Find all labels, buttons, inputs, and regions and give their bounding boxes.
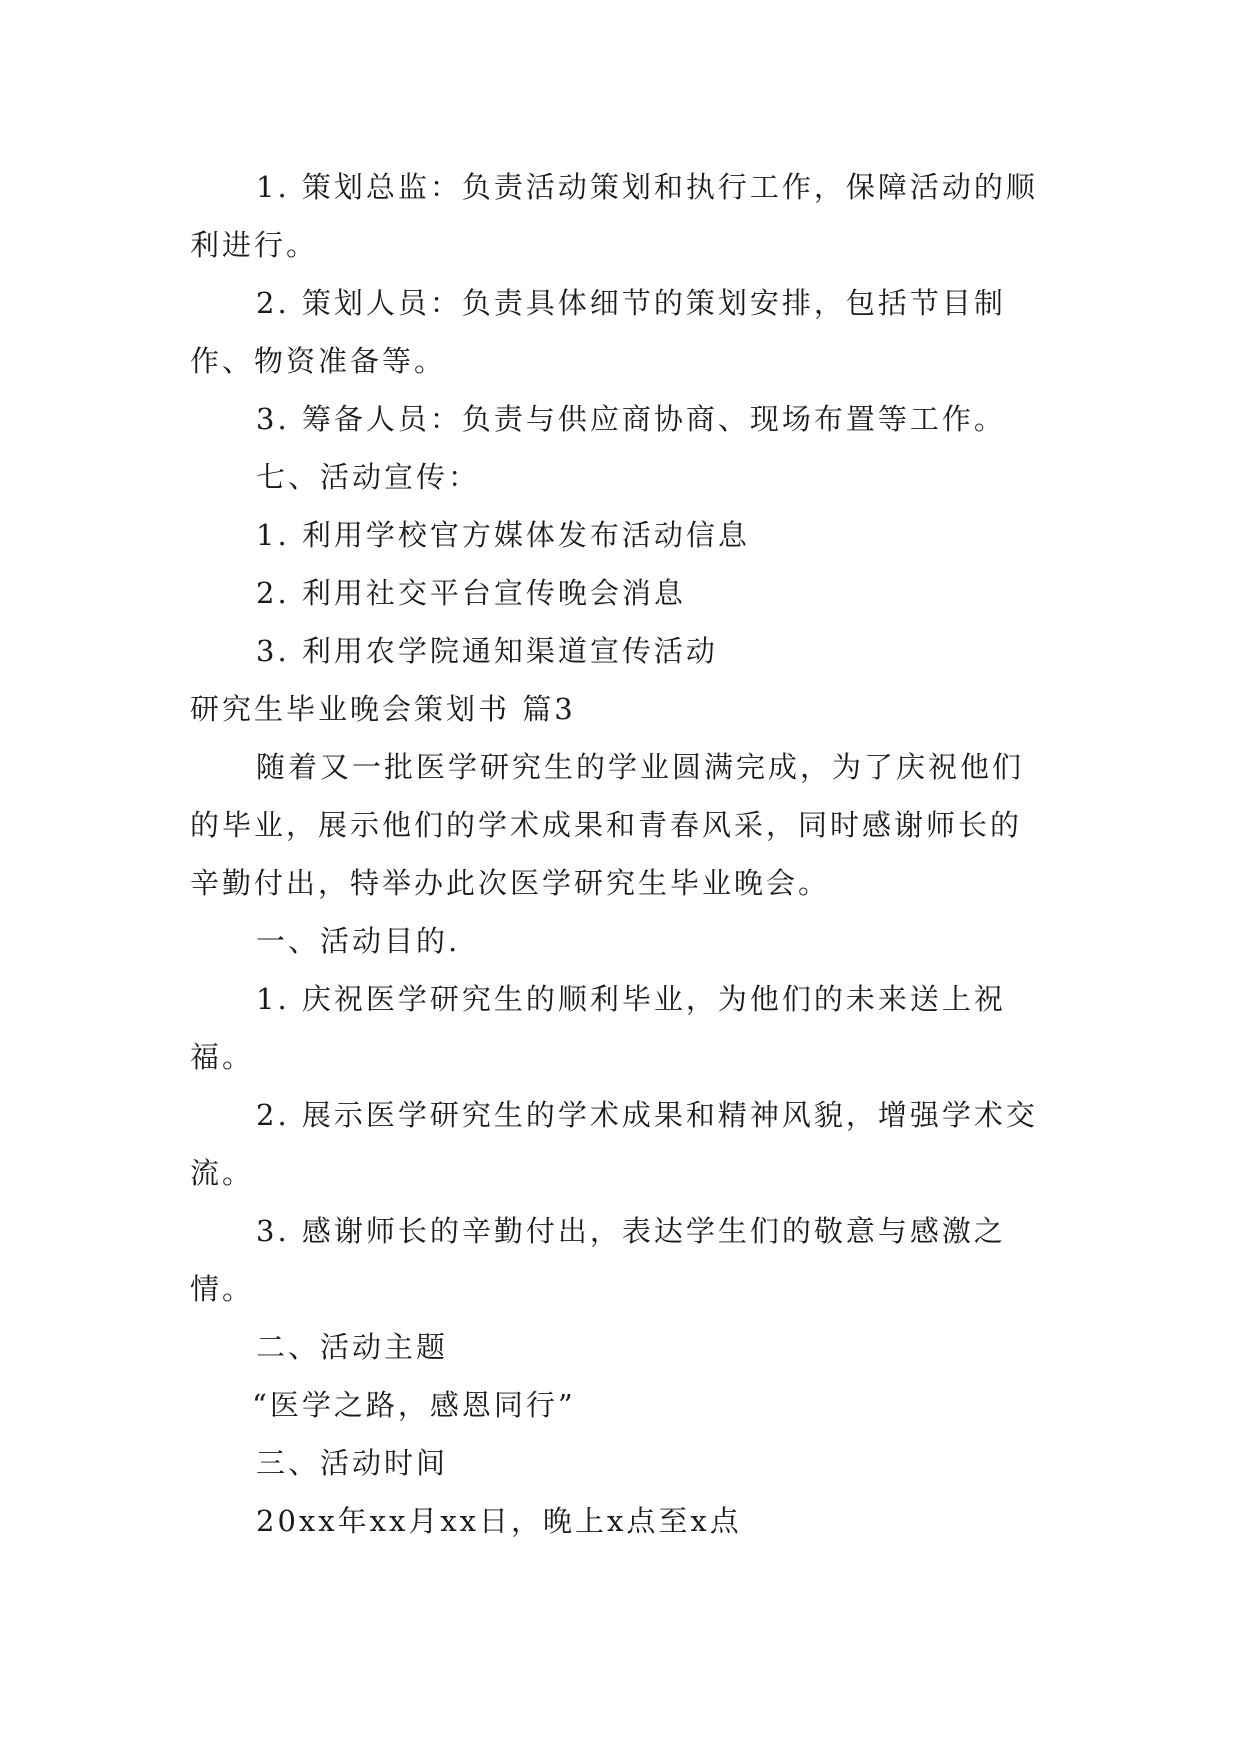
section-heading-theme: 二、活动主题 <box>256 1330 449 1364</box>
paragraph-promotion-1: 1. 利用学校官方媒体发布活动信息 <box>256 518 750 552</box>
section-heading-promotion: 七、活动宣传： <box>256 460 481 494</box>
paragraph-preparation-staff: 3. 筹备人员：负责与供应商协商、现场布置等工作。 <box>256 402 1006 436</box>
paragraph-promotion-2: 2. 利用社交平台宣传晚会消息 <box>256 576 686 610</box>
section-heading-purpose: 一、活动目的. <box>256 924 461 958</box>
paragraph-theme: “医学之路，感恩同行” <box>252 1388 576 1422</box>
paragraph-promotion-3: 3. 利用农学院通知渠道宣传活动 <box>256 634 718 668</box>
section-heading-time: 三、活动时间 <box>256 1446 449 1480</box>
paragraph-introduction: 随着又一批医学研究生的学业圆满完成，为了庆祝他们的毕业，展示他们的学术成果和青春风采，同时感谢师长的辛勤付出，特举办此次医学研究生毕业晚会。 <box>190 750 1025 900</box>
paragraph-planning-staff: 2. 策划人员：负责具体细节的策划安排，包括节目制作、物资准备等。 <box>190 286 1006 378</box>
paragraph-purpose-1: 1. 庆祝医学研究生的顺利毕业，为他们的未来送上祝福。 <box>190 982 1006 1074</box>
paragraph-purpose-3: 3. 感谢师长的辛勤付出，表达学生们的敬意与感激之情。 <box>190 1214 1006 1306</box>
paragraph-planning-director: 1. 策划总监：负责活动策划和执行工作，保障活动的顺利进行。 <box>190 170 1038 262</box>
document-body <box>190 158 1050 1550</box>
paragraph-time: 20xx年xx月xx日，晚上x点至x点 <box>256 1504 742 1538</box>
document-section-title: 研究生毕业晚会策划书 篇3 <box>190 692 576 726</box>
paragraph-purpose-2: 2. 展示医学研究生的学术成果和精神风貌，增强学术交流。 <box>190 1098 1038 1190</box>
